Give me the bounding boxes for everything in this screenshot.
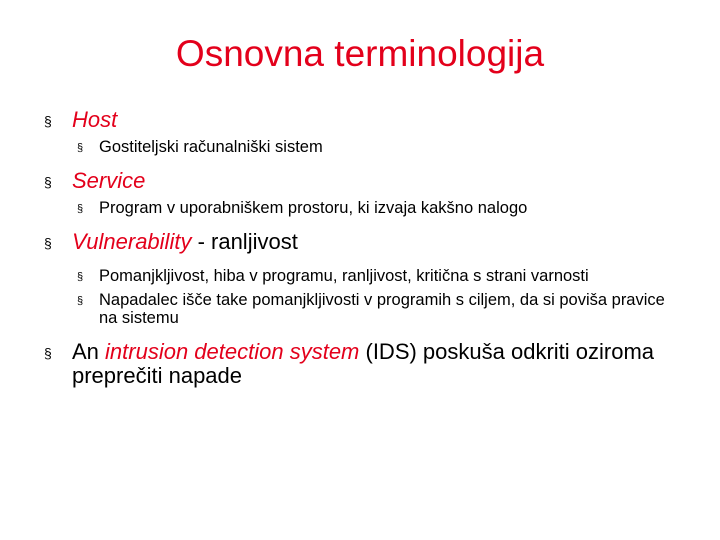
bullet-icon: § (44, 345, 52, 361)
slide-content (44, 108, 684, 388)
ids-description: (IDS) poskuša odkriti oziroma preprečiti napade (72, 339, 655, 388)
bullet-host (44, 108, 684, 132)
slide-title: Osnovna terminologija (175, 33, 545, 74)
bullet-icon: § (77, 295, 84, 307)
bullet-service (44, 169, 684, 193)
ids-prefix: An (72, 339, 106, 364)
term-ids: intrusion detection system (105, 339, 360, 364)
definition-text: Program v uporabniškem prostoru, ki izvaja kakšno nalogo (99, 199, 528, 217)
bullet-icon: § (44, 235, 52, 251)
sub-bullet-service-definition (44, 199, 684, 217)
bullet-ids (44, 340, 684, 388)
bullet-vulnerability (44, 230, 684, 254)
bullet-icon: § (77, 203, 84, 215)
sub-bullet-vulnerability-definition (44, 267, 684, 285)
bullet-icon: § (77, 271, 84, 283)
bullet-icon: § (44, 174, 52, 190)
term-vulnerability: Vulnerability (72, 229, 192, 254)
bullet-icon: § (77, 142, 84, 154)
bullet-icon: § (44, 113, 52, 129)
definition-text: Gostiteljski računalniški sistem (99, 138, 323, 156)
term-host: Host (72, 107, 118, 132)
term-translation: - ranljivost (191, 229, 298, 254)
sub-bullet-host-definition (44, 138, 684, 156)
definition-text: Napadalec išče take pomanjkljivosti v programih s ciljem, da si poviša pravice na sistemu (99, 291, 665, 327)
definition-text: Pomanjkljivost, hiba v programu, ranljivost, kritična s strani varnosti (99, 267, 589, 285)
sub-bullet-vulnerability-attacker (44, 291, 684, 327)
term-service: Service (72, 168, 146, 193)
